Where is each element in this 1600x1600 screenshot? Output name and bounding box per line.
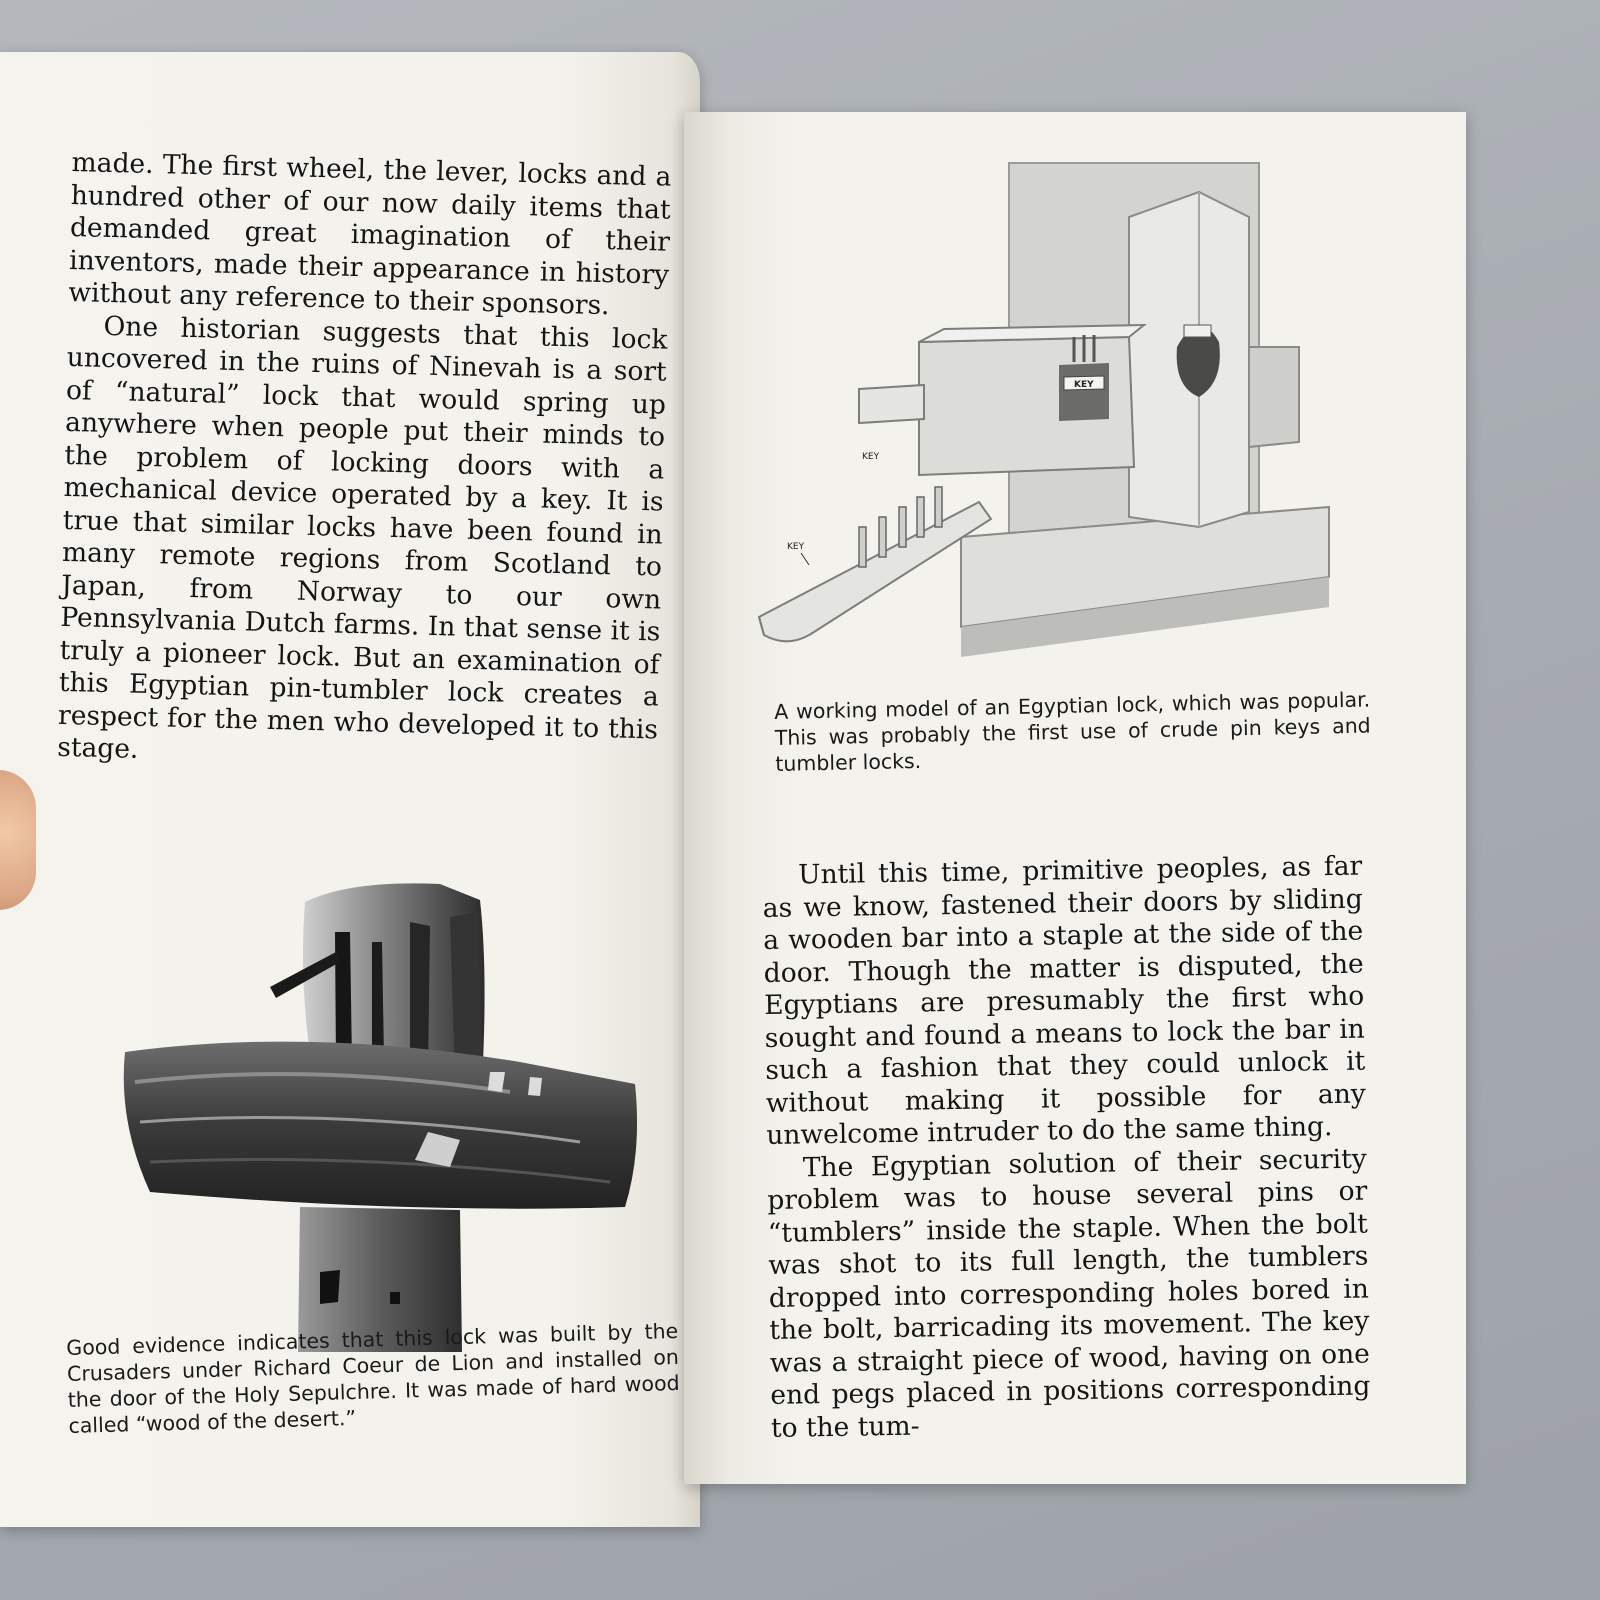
key-label-key: KEY <box>787 542 805 552</box>
crusader-lock-photo <box>110 822 670 1362</box>
egyptian-lock-model-drawing <box>729 157 1359 657</box>
left-paragraph-2: One historian suggests that this lock uncovered in the ruins of Ninevah is a sort of “natural” lock that would spring up anywhere when people put their minds to the problem of locking doors with a mechanical device operated by a key. It is true that similar locks have been found in many remote regions from Scotland to Japan, from Norway to our own Pennsylvania Dutch farms. In that sense it is truly a pioneer lock. But an examination of this Egyptian pin-tumbler lock creates a respect for the men who developed it to this stage. <box>56 310 668 765</box>
right-paragraph-1: Until this time, primitive peoples, as far as we know, fastened their doors by sliding a wooden bar into a staple at the side of the door. Though the matter is disputed, the Egyptians are presumably the first who sought and found a means to lock the bar in such a fashion that they could unlock it without making it possible for any unwelcome intruder to do the same thing. <box>762 850 1366 1151</box>
right-drawing-caption: A working model of an Egyptian lock, which was popular. This was probably the first use of crude pin keys and tumbler locks. <box>774 687 1371 776</box>
left-photo-caption: Good evidence indicates that this lock was built by the Crusaders under Richard Coeur de Lion and installed on the door of the Holy Sepulchre. It was made of hard wood called “wood of the desert.” <box>66 1318 680 1438</box>
key-label-inside: KEY <box>1074 380 1094 390</box>
right-page-text <box>762 851 1371 1445</box>
right-page <box>684 112 1466 1484</box>
thumb <box>0 770 36 910</box>
left-page-text <box>57 147 672 779</box>
left-page <box>0 52 700 1527</box>
key-label-bolt: KEY <box>862 452 880 462</box>
right-paragraph-2: The Egyptian solution of their security problem was to house several pins or “tumblers” inside the staple. When the bolt was shot to its full length, the tumblers dropped into corresponding holes bored in the bolt, barricading its movement. The key was a straight piece of wood, having on one end pegs placed in positions corresponding to the tum- <box>767 1143 1371 1444</box>
left-paragraph-1: made. The first wheel, the lever, locks and a hundred other of our now daily items that demanded great imagination of their inventors, made their appearance in history without any reference to their sponsors. <box>68 147 672 322</box>
